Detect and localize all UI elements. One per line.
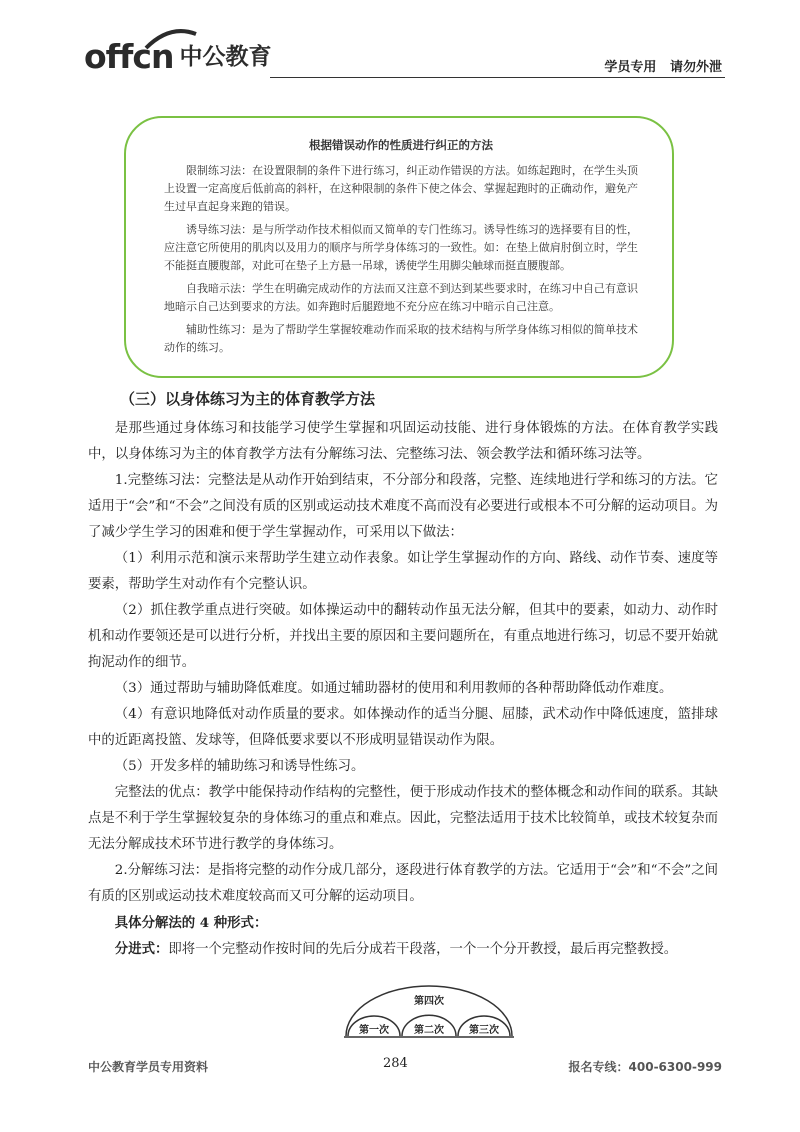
paragraph: （1）利用示范和演示来帮助学生建立动作表象。如让学生掌握动作的方向、路线、动作节奏、速度等要素，帮助学生对动作有个完整认识。 [88,551,718,592]
box-title: 根据错误动作的性质进行纠正的方法 [309,138,493,152]
paragraph [88,936,718,963]
offcn-logo [84,37,272,76]
paragraph: （4）有意识地降低对动作质量的要求。如体操动作的适当分腿、屈膝，武术动作中降低速度，篮排球中的近距离投篮、发球等，但降低要求要以不形成明显错误动作为限。 [88,707,718,748]
box-paragraph: 诱导练习法：是与所学动作技术相似而又简单的专门性练习。诱导性练习的选择要有目的性，应注意它所使用的肌肉以及用力的顺序与所学身体练习的一致性。如：在垫上做肩肘倒立时，学生不能挺直腰腹部，对此可在垫子上方悬一吊球，诱使学生用脚尖触球而挺直腰腹部。 [164,223,638,272]
section-title: （三）以身体练习为主的体育教学方法 [120,390,376,408]
footer-right: 报名专线：400-6300-999 [568,1060,722,1074]
diagram-label: 第三次 [469,1025,499,1036]
footer-left: 中公教育学员专用资料 [88,1060,209,1074]
box-paragraph: 辅助性练习：是为了帮助学生掌握较难动作而采取的技术结构与所学身体练习相似的简单技术动作的练习。 [164,323,638,354]
header-tag: 学员专用 请勿外泄 [604,60,722,75]
term-label: 分进式： [114,941,169,957]
paragraph: （3）通过帮助与辅助降低难度。如通过辅助器材的使用和利用教师的各种帮助降低动作难度。 [114,681,673,696]
info-box [124,116,674,378]
box-paragraph: 自我暗示法：学生在明确完成动作的方法而又注意不到达到某些要求时，在练习中自己有意识地暗示自己达到要求的方法。如奔跑时后腿蹬地不充分应在练习中暗示自己注意。 [164,282,638,313]
paragraph: 是那些通过身体练习和技能学习使学生掌握和巩固运动技能、进行身体锻炼的方法。在体育教学实践中，以身体练习为主的体育教学方法有分解练习法、完整练习法、领会教学法和循环练习法等。 [88,421,718,462]
paragraph: （5）开发多样的辅助练习和诱导性练习。 [114,759,365,774]
logo-arc-icon [142,28,198,50]
subheading: 具体分解法的 4 种形式： [114,915,268,931]
diagram-label: 第二次 [414,1025,444,1036]
page-header [0,0,800,90]
paragraph: （2）抓住教学重点进行突破。如体操运动中的翻转动作虽无法分解，但其中的要素，如动力、动作时机和动作要领还是可以进行分析，并找出主要的原因和主要问题所在，有重点地进行练习，切忌不要开始就拘泥动作的细节。 [88,603,718,670]
paragraph: 2.分解练习法：是指将完整的动作分成几部分，逐段进行体育教学的方法。它适用于“会”和“不会”之间有质的区别或运动技术难度较高而又可分解的运动项目。 [88,863,718,904]
logo-wordmark: offcn [84,37,174,76]
paragraph: 1.完整练习法：完整法是从动作开始到结束，不分部分和段落，完整、连续地进行学和练习的方法。它适用于“会”和“不会”之间没有质的区别或运动技术难度不高而没有必要进行或根本不可分解的运动项目。为了减少学生学习的困难和便于学生掌握动作，可采用以下做法： [88,473,718,540]
logo-chinese: 中公教育 [179,44,272,71]
diagram-label: 第一次 [359,1025,389,1036]
progressive-method-diagram [342,976,516,1048]
term-definition: 即将一个完整动作按时间的先后分成若干段落，一个一个分开教授，最后再完整教授。 [168,942,678,957]
diagram-top-label: 第四次 [414,996,444,1007]
box-paragraph: 限制练习法：在设置限制的条件下进行练习，纠正动作错误的方法。如练起跑时，在学生头顶上设置一定高度后低前高的斜杆，在这种限制的条件下使之体会、掌握起跑时的正确动作，避免产生过早直起身来跑的错误。 [164,164,638,213]
paragraph: 完整法的优点：教学中能保持动作结构的完整性，便于形成动作技术的整体概念和动作间的联系。其缺点是不利于学生掌握较复杂的身体练习的重点和难点。因此，完整法适用于技术比较简单，或技术较复杂而无法分解成技术环节进行教学的身体练习。 [88,785,718,852]
page-number: 284 [383,1056,408,1071]
main-content [88,386,718,963]
header-divider [270,77,725,78]
